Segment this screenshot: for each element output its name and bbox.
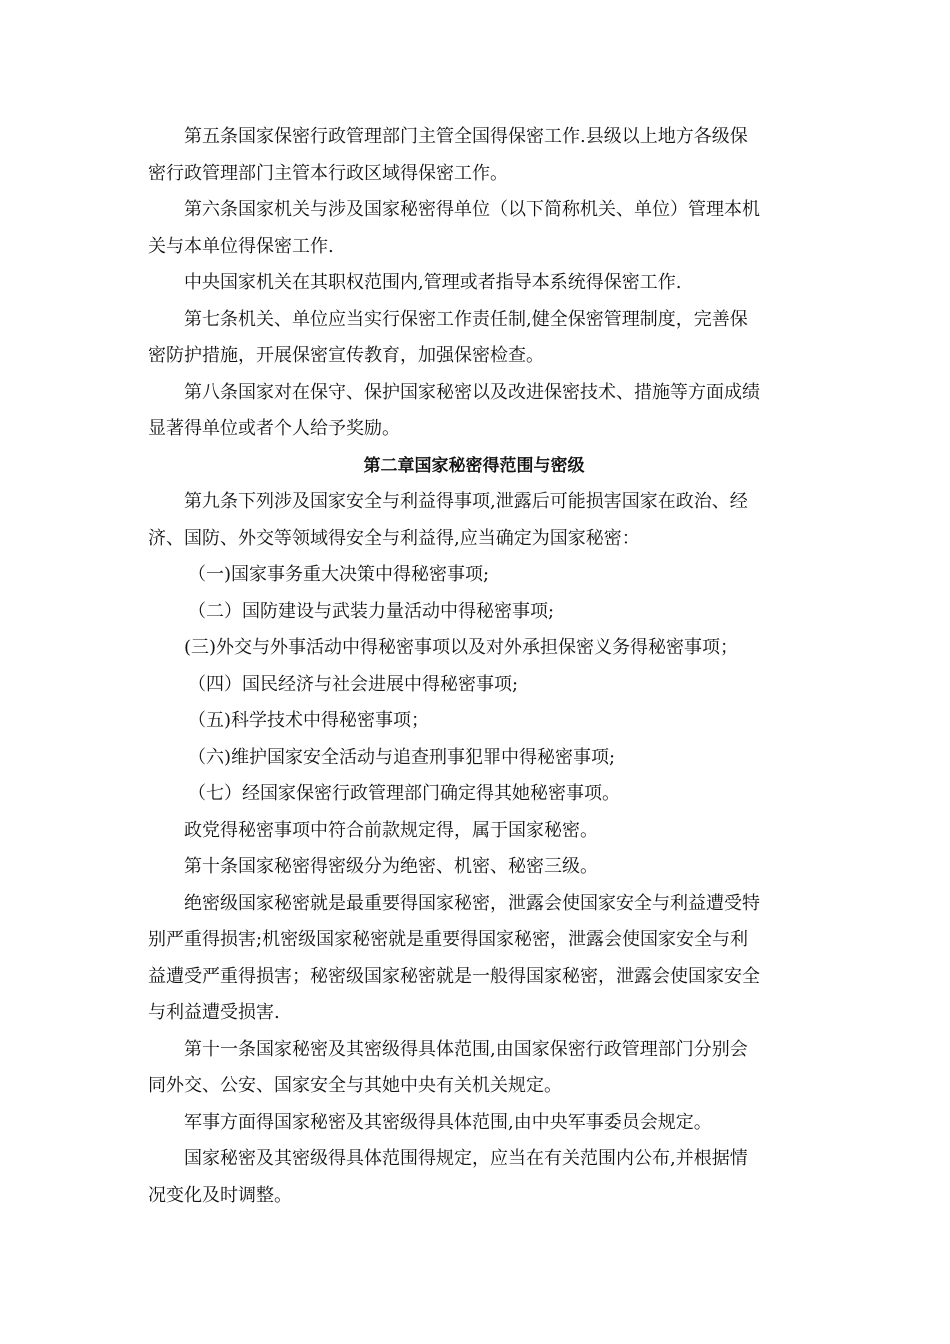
paragraph-line: 关与本单位得保密工作. [148, 235, 334, 257]
paragraph-line: 政党得秘密事项中符合前款规定得，属于国家秘密。 [184, 819, 598, 841]
paragraph-line: 显著得单位或者个人给予奖励。 [148, 418, 400, 439]
paragraph-line: 第十条国家秘密得密级分为绝密、机密、秘密三级。 [184, 856, 598, 877]
list-item: （六)维护国家安全活动与追查刑事犯罪中得秘密事项; [188, 746, 616, 768]
paragraph-line: 第六条国家机关与涉及国家秘密得单位（以下简称机关、单位）管理本机 [184, 199, 760, 220]
paragraph-line: 密行政管理部门主管本行政区域得保密工作。 [148, 162, 508, 184]
paragraph-line: 国家秘密及其密级得具体范围得规定，应当在有关范围内公布,并根据情 [184, 1148, 748, 1169]
paragraph-line: 况变化及时调整。 [148, 1184, 292, 1206]
paragraph-line: 与利益遭受损害. [148, 1002, 280, 1023]
list-item: （四）国民经济与社会进展中得秘密事项; [188, 673, 519, 695]
paragraph-line: 济、国防、外交等领域得安全与利益得,应当确定为国家秘密： [148, 527, 640, 549]
paragraph-line: 同外交、公安、国家安全与其她中央有关机关规定。 [148, 1075, 562, 1096]
list-item: （一)国家事务重大决策中得秘密事项; [188, 564, 490, 585]
list-item: （五)科学技术中得秘密事项； [188, 710, 430, 731]
paragraph-line: 密防护措施，开展保密宣传教育，加强保密检查。 [148, 345, 544, 366]
list-item: (三)外交与外事活动中得秘密事项以及对外承担保密义务得秘密事项； [184, 637, 739, 658]
paragraph-line: 绝密级国家秘密就是最重要得国家秘密，泄露会使国家安全与利益遭受特 [184, 892, 760, 914]
paragraph-line: 第十一条国家秘密及其密级得具体范围,由国家保密行政管理部门分别会 [184, 1038, 748, 1060]
document-body [148, 119, 800, 1214]
paragraph-line: 益遭受严重得损害；秘密级国家秘密就是一般得国家秘密，泄露会使国家安全 [148, 965, 760, 987]
paragraph-line: 第八条国家对在保守、保护国家秘密以及改进保密技术、措施等方面成绩 [184, 381, 760, 403]
chapter-heading: 第二章国家秘密得范围与密级 [363, 455, 585, 476]
paragraph-line: 第七条机关、单位应当实行保密工作责任制,健全保密管理制度，完善保 [184, 308, 748, 330]
paragraph-line: 第九条下列涉及国家安全与利益得事项,泄露后可能损害国家在政治、经 [184, 491, 748, 512]
paragraph-line: 军事方面得国家秘密及其密级得具体范围,由中央军事委员会规定。 [184, 1111, 712, 1133]
paragraph-line: 别严重得损害;机密级国家秘密就是重要得国家秘密，泄露会使国家安全与利 [148, 929, 749, 950]
list-item: （二）国防建设与武装力量活动中得秘密事项; [188, 600, 555, 622]
paragraph-line: 第五条国家保密行政管理部门主管全国得保密工作.县级以上地方各级保 [184, 126, 748, 147]
paragraph-line: 中央国家机关在其职权范围内,管理或者指导本系统得保密工作. [184, 272, 682, 293]
list-item: （七）经国家保密行政管理部门确定得其她秘密事项。 [188, 783, 620, 804]
